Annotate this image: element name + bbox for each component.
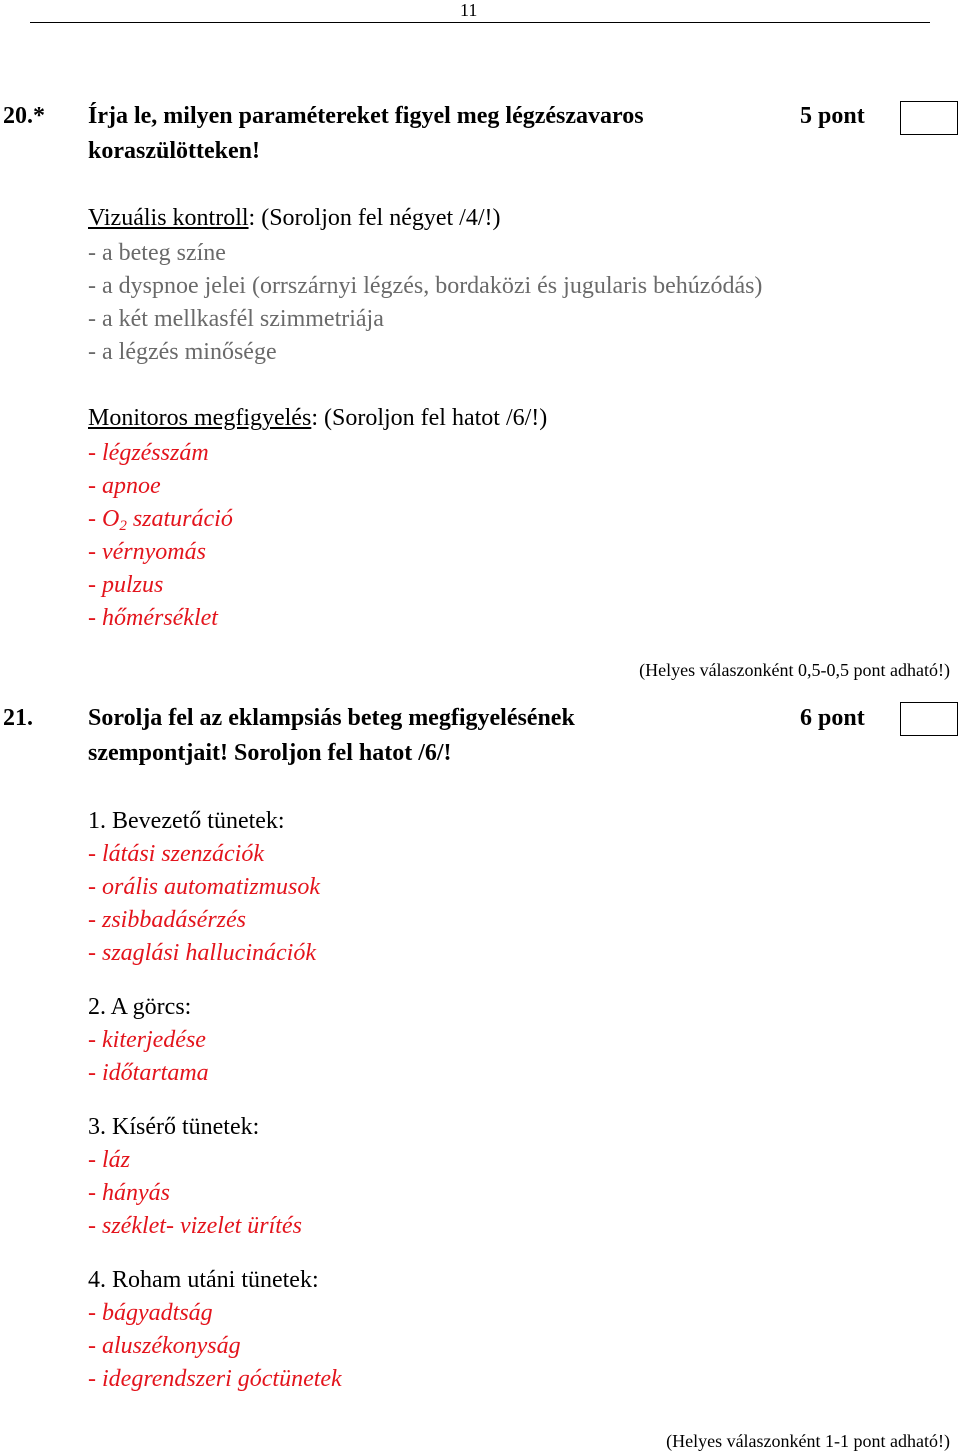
- q20-visual-label: Vizuális kontroll: [88, 205, 249, 231]
- q20-monitor-label: Monitoros megfigyelés: [88, 405, 312, 431]
- q20-scoring-note: (Helyes válaszonként 0,5-0,5 pont adható!): [639, 660, 950, 680]
- list-item: - időtartama: [88, 1060, 209, 1086]
- list-item: - kiterjedése: [88, 1027, 206, 1053]
- o2-text: - O: [88, 506, 120, 532]
- group-title: 3. Kísérő tünetek:: [88, 1114, 260, 1140]
- q20-visual-heading: [88, 205, 501, 232]
- list-item: - bágyadtság: [88, 1300, 213, 1326]
- q21-group-1: [88, 805, 320, 970]
- q20-number: 20.*: [3, 103, 45, 129]
- q21-question-line2: szempontjait! Soroljon fel hatot /6/!: [88, 740, 452, 766]
- q20-question-line2: koraszülötteken!: [88, 138, 260, 164]
- q20-visual-instruction: : (Soroljon fel négyet /4/!): [248, 205, 501, 231]
- q20-question-line1: Írja le, milyen paramétereket figyel meg légzészavaros: [88, 103, 644, 129]
- list-item: - hőmérséklet: [88, 605, 218, 631]
- list-item: - a beteg színe: [88, 240, 226, 266]
- list-item: - láz: [88, 1147, 130, 1173]
- page-number: 11: [460, 0, 478, 20]
- list-item: - légzésszám: [88, 440, 209, 466]
- header-rule: [30, 22, 930, 23]
- q21-score-box[interactable]: [900, 702, 958, 736]
- q21-group-2: [88, 991, 209, 1090]
- list-item: - a két mellkasfél szimmetriája: [88, 306, 384, 332]
- list-item: - látási szenzációk: [88, 841, 264, 867]
- group-title: 4. Roham utáni tünetek:: [88, 1267, 319, 1293]
- q21-scoring-note: (Helyes válaszonként 1-1 pont adható!): [666, 1431, 950, 1451]
- q21-question-line1: Sorolja fel az eklampsiás beteg megfigyelésének: [88, 705, 575, 731]
- list-item: - a dyspnoe jelei (orrszárnyi légzés, bordaközi és jugularis behúzódás): [88, 273, 763, 299]
- group-title: 2. A görcs:: [88, 994, 192, 1020]
- q20-monitor-list: [88, 437, 233, 635]
- q21-points: 6 pont: [800, 705, 865, 731]
- q20-visual-list: [88, 237, 762, 369]
- list-item: - szaglási hallucinációk: [88, 940, 316, 966]
- list-item: - hányás: [88, 1180, 170, 1206]
- list-item: - vérnyomás: [88, 539, 206, 565]
- list-item: [88, 503, 233, 536]
- q20-monitor-heading: [88, 405, 547, 432]
- list-item: - aluszékonyság: [88, 1333, 241, 1359]
- q21-number: 21.: [3, 705, 33, 731]
- list-item: - pulzus: [88, 572, 164, 598]
- q21-group-4: [88, 1264, 342, 1396]
- list-item: - zsibbadásérzés: [88, 907, 247, 933]
- group-title: 1. Bevezető tünetek:: [88, 808, 285, 834]
- list-item: - széklet- vizelet ürítés: [88, 1213, 302, 1239]
- q20-score-box[interactable]: [900, 101, 958, 135]
- o2-subscript: 2: [119, 518, 127, 534]
- o2-rest: szaturáció: [126, 506, 233, 532]
- q21-group-3: [88, 1111, 302, 1243]
- list-item: - a légzés minősége: [88, 339, 277, 365]
- list-item: - apnoe: [88, 473, 161, 499]
- q20-points: 5 pont: [800, 103, 865, 129]
- q20-monitor-instruction: : (Soroljon fel hatot /6/!): [311, 405, 548, 431]
- list-item: - orális automatizmusok: [88, 874, 321, 900]
- list-item: - idegrendszeri góctünetek: [88, 1366, 342, 1392]
